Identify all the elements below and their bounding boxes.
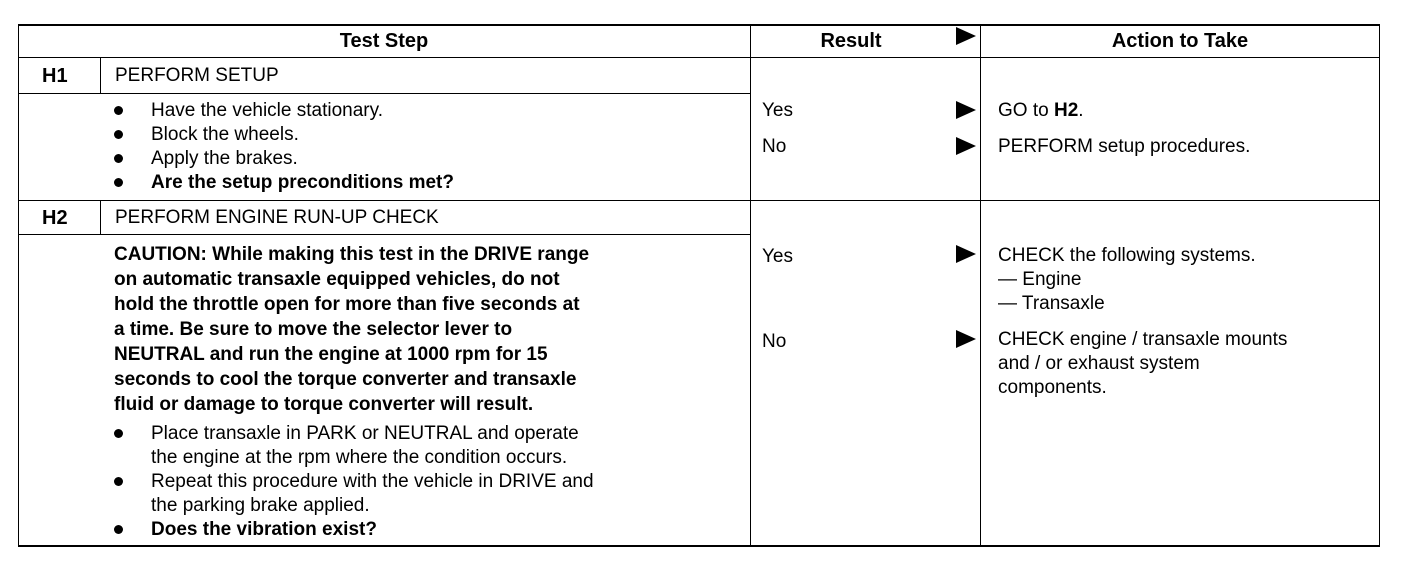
result-column-divider — [750, 24, 751, 547]
step-divider — [18, 200, 1380, 201]
caution-line: hold the throttle open for more than five seconds at — [114, 294, 580, 315]
step-bullet: Repeat this procedure with the vehicle in DRIVE and — [151, 471, 594, 492]
result-label: Yes — [762, 246, 793, 267]
action-text — [998, 99, 1084, 123]
bullet-icon — [114, 106, 123, 115]
step-question: Does the vibration exist? — [151, 519, 377, 540]
step-bullet: Have the vehicle stationary. — [151, 100, 383, 121]
bullet-icon — [114, 477, 123, 486]
arrow-icon — [956, 245, 976, 263]
caution-line: NEUTRAL and run the engine at 1000 rpm for 15 — [114, 344, 548, 365]
caution-line: CAUTION: While making this test in the DRIVE range — [114, 244, 590, 265]
action-step-ref: H2 — [1053, 100, 1079, 121]
h2-id-divider — [100, 201, 101, 235]
action-text-continued: components. — [998, 377, 1107, 398]
action-prefix: GO to — [998, 100, 1054, 121]
action-suffix: . — [1078, 100, 1084, 121]
caution-line: fluid or damage to torque converter will result. — [114, 394, 534, 415]
table-right-border — [1379, 24, 1380, 547]
arrow-icon — [956, 330, 976, 348]
bullet-icon — [114, 154, 123, 163]
step-title: PERFORM SETUP — [115, 65, 279, 86]
header-test-step: Test Step — [339, 30, 429, 52]
bullet-icon — [114, 429, 123, 438]
action-text: PERFORM setup procedures. — [998, 136, 1251, 157]
arrow-icon — [956, 137, 976, 155]
result-label: No — [762, 136, 787, 157]
caution-line: a time. Be sure to move the selector lever to — [114, 319, 513, 340]
step-bullet-continued: the parking brake applied. — [151, 495, 370, 516]
table-left-border — [18, 24, 19, 547]
caution-line: on automatic transaxle equipped vehicles, do not — [114, 269, 560, 290]
action-column-divider — [980, 24, 981, 547]
result-label: Yes — [762, 100, 793, 121]
header-arrow-icon — [956, 27, 976, 45]
table-bottom-border — [18, 545, 1380, 547]
bullet-icon — [114, 178, 123, 187]
action-text: CHECK the following systems. — [998, 245, 1256, 266]
action-sub-item: — Engine — [998, 269, 1082, 290]
step-bullet-continued: the engine at the rpm where the condition occurs. — [151, 447, 568, 468]
result-label: No — [762, 331, 787, 352]
step-id: H2 — [42, 207, 68, 229]
bullet-icon — [114, 525, 123, 534]
action-text: CHECK engine / transaxle mounts — [998, 329, 1288, 350]
bullet-icon — [114, 130, 123, 139]
step-id: H1 — [42, 65, 68, 87]
action-sub-item: — Transaxle — [998, 293, 1105, 314]
step-title: PERFORM ENGINE RUN-UP CHECK — [115, 207, 439, 228]
step-bullet: Block the wheels. — [151, 124, 299, 145]
header-action: Action to Take — [1111, 30, 1249, 52]
h1-title-bottom — [18, 93, 751, 94]
caution-line: seconds to cool the torque converter and transaxle — [114, 369, 577, 390]
arrow-icon — [956, 101, 976, 119]
header-divider — [18, 57, 1380, 58]
step-bullet: Place transaxle in PARK or NEUTRAL and operate — [151, 423, 579, 444]
header-result: Result — [820, 30, 882, 52]
h1-id-divider — [100, 58, 101, 94]
h2-title-bottom — [18, 234, 751, 235]
action-text-continued: and / or exhaust system — [998, 353, 1200, 374]
step-question: Are the setup preconditions met? — [151, 172, 454, 193]
step-bullet: Apply the brakes. — [151, 148, 298, 169]
